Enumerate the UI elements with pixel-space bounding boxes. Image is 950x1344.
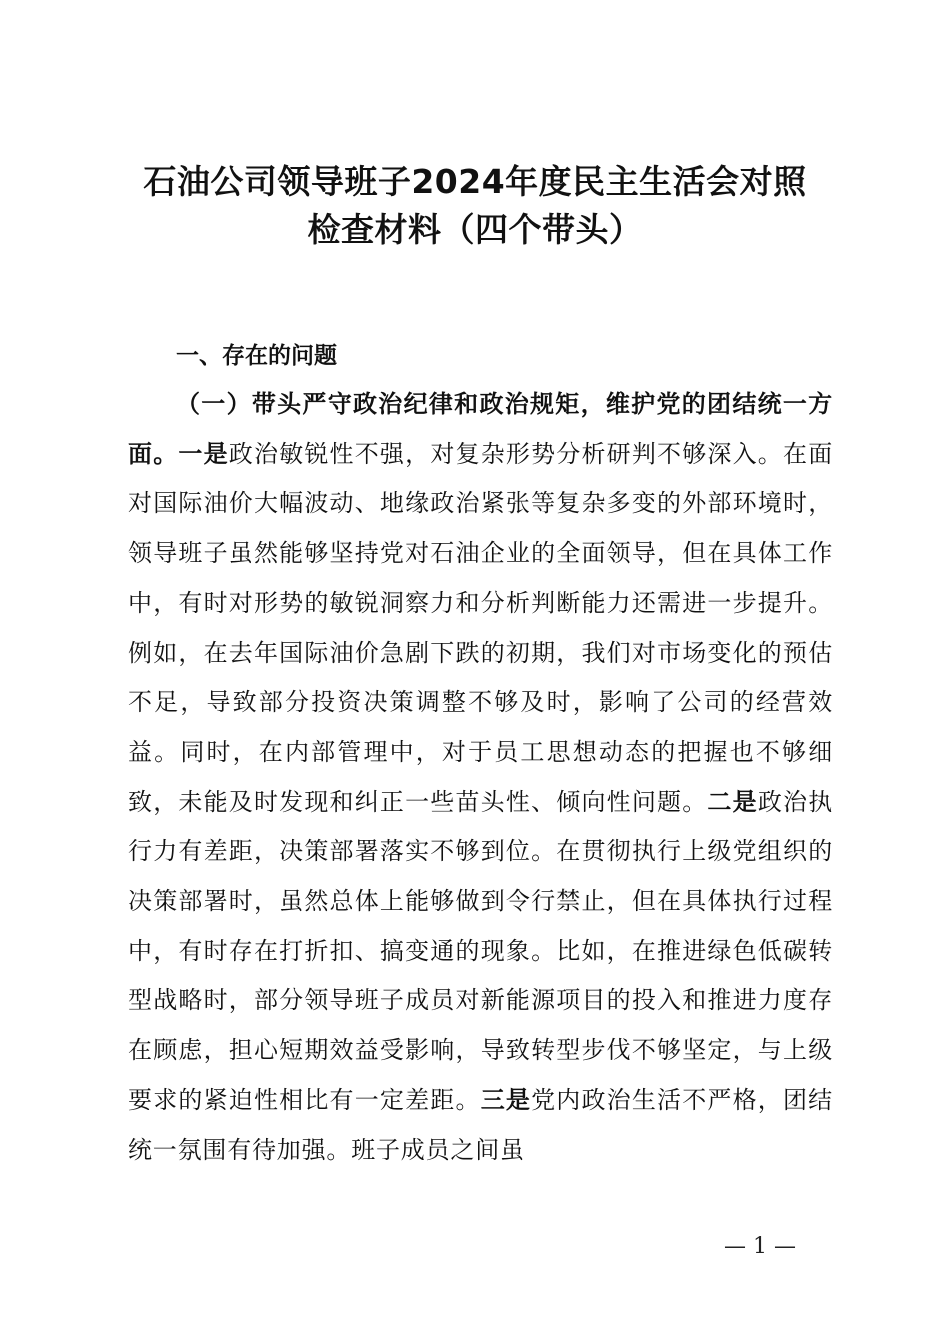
point-1-text: 政治敏锐性不强，对复杂形势分析研判不够深入。在面对国际油价大幅波动、地缘政治紧张等复杂多变的外部环境时，领导班子虽然能够坚持党对石油企业的全面领导，但在具体工作中，有时对形势的敏锐洞察力和分析判断能力还需进一步提升。例如，在去年国际油价急剧下跌的初期，我们对市场变化的预估不足，导致部分投资决策调整不够及时，影响了公司的经营效益。同时，在内部管理中，对于员工思想动态的把握也不够细致，未能及时发现和纠正一些苗头性、倾向性问题。 bbox=[128, 439, 833, 816]
point-2-text: 政治执行力有差距，决策部署落实不够到位。在贯彻执行上级党组织的决策部署时，虽然总体上能够做到令行禁止，但在具体执行过程中，有时存在打折扣、搞变通的现象。比如，在推进绿色低碳转型战略时，部分领导班子成员对新能源项目的投入和推进力度存在顾虑，担心短期效益受影响，导致转型步伐不够坚定，与上级要求的紧迫性相比有一定差距。 bbox=[128, 787, 833, 1114]
point-3-label: 三是 bbox=[480, 1085, 532, 1114]
document-title-line-2: 检查材料（四个带头） bbox=[307, 210, 643, 249]
document-title-line-1: 石油公司领导班子2024年度民主生活会对照 bbox=[143, 162, 807, 201]
point-3-text: 党内政治生活不严格，团结统一氛围有待加强。班子成员之间虽 bbox=[128, 1085, 833, 1164]
point-2-label: 二是 bbox=[707, 787, 758, 816]
paragraph-subheading: （一）带头严守政治纪律和政治规矩，维护党的团结统一方面。 bbox=[128, 390, 833, 468]
page-number: — 1 — bbox=[724, 1234, 796, 1259]
point-1-label: 一是 bbox=[178, 439, 229, 468]
section-heading: 一、存在的问题 bbox=[176, 343, 337, 369]
body-paragraph bbox=[128, 380, 833, 1175]
